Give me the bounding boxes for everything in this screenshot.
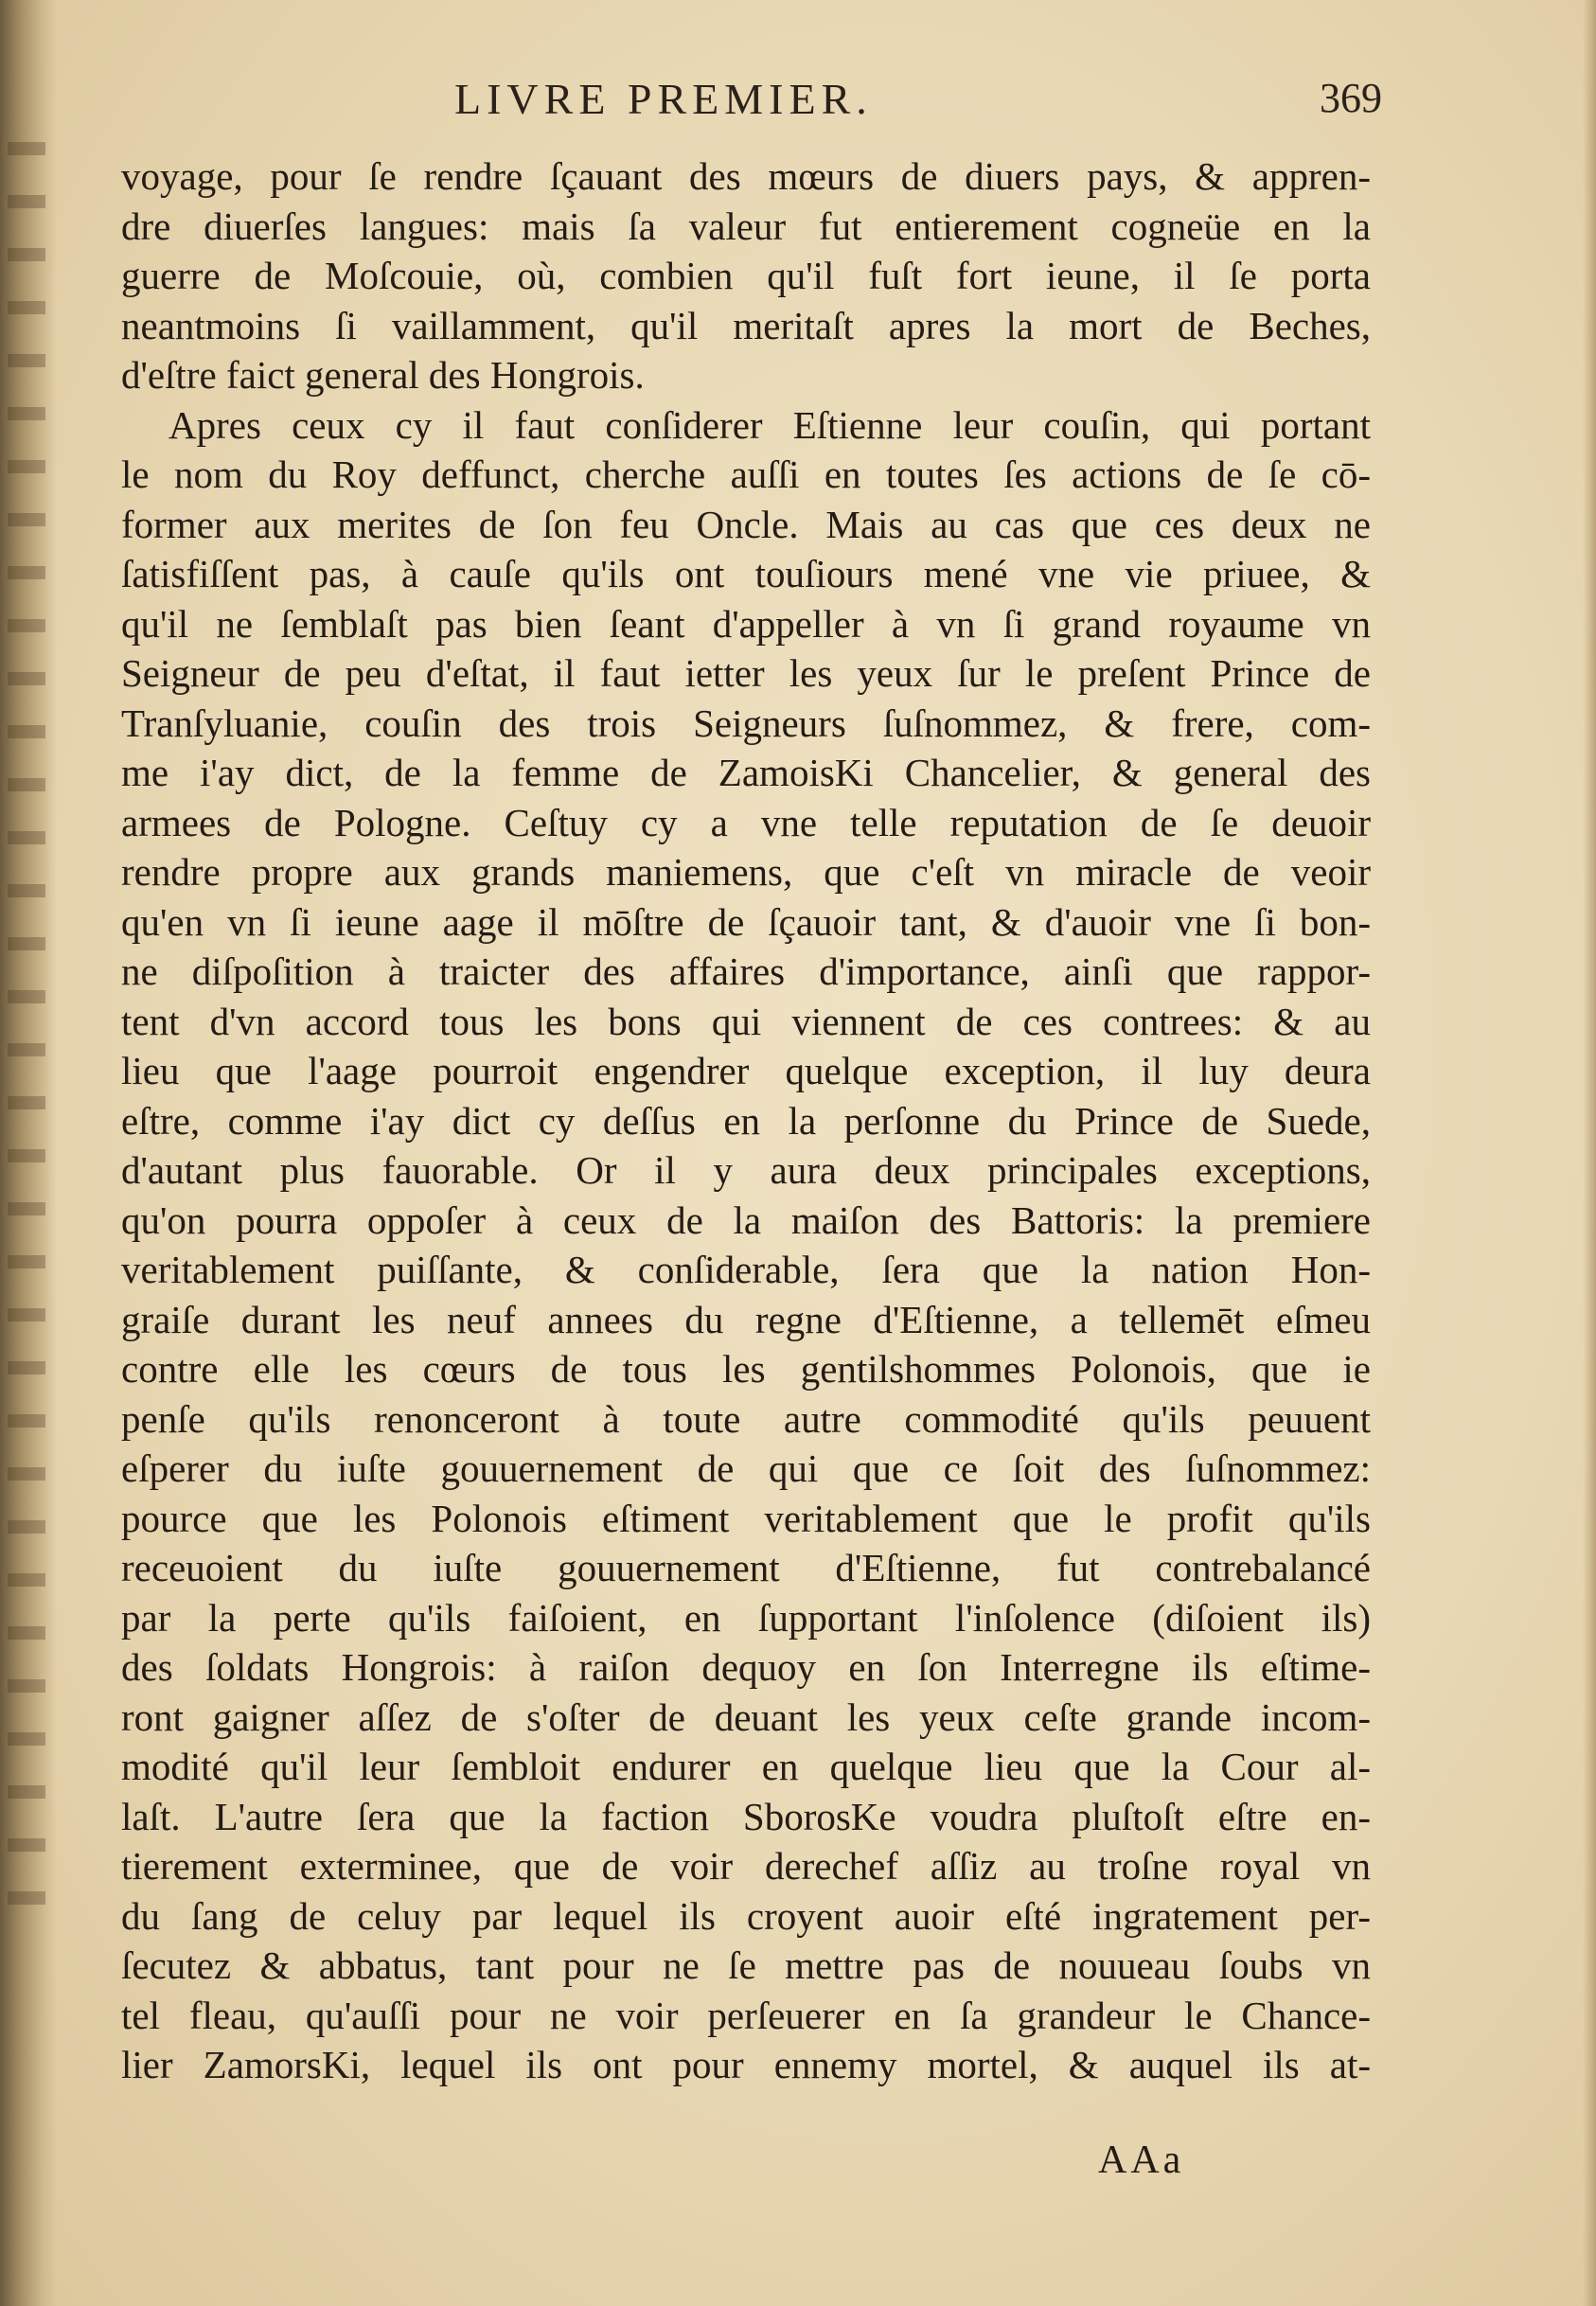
text-line: armees de Pologne. Ceſtuy cy a vne telle reputation de ſe deuoir (121, 800, 1371, 844)
text-line: pource que les Polonois eſtiment veritablement que le profit qu'ils (121, 1496, 1371, 1540)
running-head (398, 68, 1382, 144)
text-line: former aux merites de ſon feu Oncle. Mais au cas que ces deux ne (121, 502, 1371, 546)
text-line: Apres ceux cy il faut conſiderer Eſtienne leur couſin, qui portant (168, 402, 1371, 447)
text-line: tierement exterminee, que de voir derechef aſſiz au troſne royal vn (121, 1844, 1371, 1888)
text-line: par la perte qu'ils faiſoient, en ſupportant l'inſolence (diſoient ils) (121, 1595, 1371, 1640)
text-line: eſtre, comme i'ay dict cy deſſus en la perſonne du Prince de Suede, (121, 1098, 1371, 1143)
text-line: tel fleau, qu'auſſi pour ne voir perſeuerer en ſa grandeur le Chance- (121, 1993, 1371, 2037)
text-line: ront gaigner aſſez de s'oſter de deuant les yeux ceſte grande incom- (121, 1694, 1371, 1739)
text-line: qu'on pourra oppoſer à ceux de la maiſon des Battoris: la premiere (121, 1197, 1371, 1242)
text-line: voyage, pour ſe rendre ſçauant des mœurs de diuers pays, & appren- (121, 154, 1371, 198)
text-line: qu'il ne ſemblaſt pas bien ſeant d'appeller à vn ſi grand royaume vn (121, 601, 1371, 646)
bleed-through-marks (8, 142, 45, 1941)
text-line: du ſang de celuy par lequel ils croyent auoir eſté ingratement per- (121, 1893, 1371, 1938)
text-line: d'eſtre faict general des Hongrois. (121, 353, 645, 397)
text-line: guerre de Moſcouie, où, combien qu'il fuſt fort ieune, il ſe porta (121, 254, 1371, 297)
text-line: Tranſyluanie, couſin des trois Seigneurs ſuſnommez, & frere, com- (121, 701, 1371, 745)
text-line: d'autant plus fauorable. Or il y aura deux principales exceptions, (121, 1148, 1371, 1192)
text-line: receuoient du iuſte gouuernement d'Eſtienne, fut contrebalancé (121, 1546, 1371, 1589)
text-line: le nom du Roy deffunct, cherche auſſi en toutes ſes actions de ſe cō- (121, 452, 1371, 496)
text-line: neantmoins ſi vaillamment, qu'il meritaſt apres la mort de Beches, (121, 303, 1371, 347)
text-line: dre diuerſes langues: mais ſa valeur fut entierement cogneüe en la (121, 204, 1371, 248)
text-line: des ſoldats Hongrois: à raiſon dequoy en ſon Interregne ils eſtime- (121, 1645, 1371, 1689)
text-line: ſatisfiſſent pas, à cauſe qu'ils ont touſiours mené vne vie priuee, & (121, 552, 1371, 595)
body-text (121, 151, 1371, 2090)
text-line: veritablement puiſſante, & conſiderable, ſera que la nation Hon- (121, 1248, 1371, 1291)
text-line: Seigneur de peu d'eſtat, il faut ietter les yeux ſur le preſent Prince de (121, 651, 1371, 695)
text-line: qu'en vn ſi ieune aage il mōſtre de ſçauoir tant, & d'auoir vne ſi bon- (121, 899, 1371, 944)
signature-mark: AAa (1098, 2138, 1185, 2182)
text-line: penſe qu'ils renonceront à toute autre commodité qu'ils peuuent (121, 1396, 1371, 1441)
text-line: modité qu'il leur ſembloit endurer en quelque lieu que la Cour al- (121, 1745, 1371, 1788)
text-line: ne diſpoſition à traicter des affaires d'importance, ainſi que rappor- (121, 949, 1371, 993)
text-line: lieu que l'aage pourroit engendrer quelque exception, il luy deura (121, 1049, 1371, 1092)
text-line: me i'ay dict, de la femme de ZamoisKi Chancelier, & general des (121, 751, 1371, 794)
page-edge (1583, 0, 1596, 2306)
page-number: 369 (1320, 75, 1382, 121)
text-line: rendre propre aux grands maniemens, que c'eſt vn miracle de veoir (121, 850, 1371, 894)
text-line: graiſe durant les neuf annees du regne d'Eſtienne, a tellemēt eſmeu (121, 1297, 1371, 1341)
text-line: lier ZamorsKi, lequel ils ont pour ennemy mortel, & auquel ils at- (121, 2043, 1371, 2086)
text-line: laſt. L'autre ſera que la faction SborosKe voudra pluſtoſt eſtre en- (121, 1794, 1371, 1838)
text-line: eſperer du iuſte gouuernement de qui que ce ſoit des ſuſnommez: (121, 1446, 1371, 1490)
text-line: contre elle les cœurs de tous les gentilshommes Polonois, que ie (121, 1347, 1371, 1391)
text-line: tent d'vn accord tous les bons qui viennent de ces contrees: & au (121, 999, 1371, 1043)
running-head-title: LIVRE PREMIER. (454, 75, 873, 123)
text-line: ſecutez & abbatus, tant pour ne ſe mettre pas de nouueau ſoubs vn (121, 1943, 1371, 1987)
